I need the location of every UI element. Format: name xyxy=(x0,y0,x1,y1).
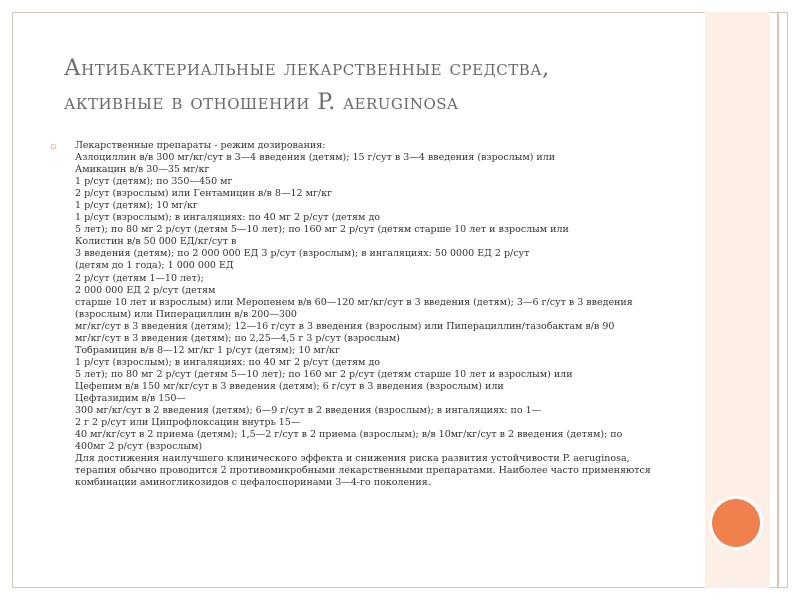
body-line: 2 г 2 р/сут или Ципрофлоксацин внутрь 15— xyxy=(75,417,301,429)
body-line: Амикацин в/в 30—35 мг/кг xyxy=(75,164,210,176)
body-line: 1 р/сут (взрослым); в ингаляциях: по 40 мг 2 р/сут (детям до xyxy=(75,212,381,224)
body-line: терапия обычно проводится 2 противомикробными лекарственными препаратами. Наиболее часто применяются xyxy=(75,465,651,477)
body-line: 300 мг/кг/сут в 2 введения (детям); 6—9 г/сут в 2 введения (взрослым); в ингаляциях: по 1— xyxy=(75,405,542,417)
body-line: 1 р/сут (детям); по 350—450 мг xyxy=(75,176,233,188)
body-line: 40 мг/кг/сут в 2 приема (детям); 1,5—2 г/сут в 2 приема (взрослым); в/в 10мг/кг/сут в 2 введения (детям); по xyxy=(75,429,623,441)
body-line: 5 лет); по 80 мг 2 р/сут (детям 5—10 лет); по 160 мг 2 р/сут (детям старше 10 лет и взрослым или xyxy=(75,224,569,236)
body-line: Тобрамицин в/в 8—12 мг/кг 1 р/сут (детям); 10 мг/кг xyxy=(75,344,340,356)
body-line: Цефепим в/в 150 мг/кг/сут в 3 введения (детям); 6 г/сут в 3 введения (взрослым) или xyxy=(75,380,504,392)
decorative-circle xyxy=(712,499,760,547)
body-line: 2 р/сут (детям 1—10 лет); xyxy=(75,272,204,284)
body-line: Азлоциллин в/в 300 мг/кг/сут в 3—4 введения (детям); 15 г/сут в 3—4 введения (взрослым) или xyxy=(75,152,556,164)
body-line: 1 р/сут (детям); 10 мг/кг xyxy=(75,200,198,212)
bullet-icon: ▫ xyxy=(50,142,57,152)
slide-body-text xyxy=(75,140,695,489)
body-line: Колистин в/в 50 000 ЕД/кг/сут в xyxy=(75,236,237,248)
body-line: Цефтазидим в/в 150— xyxy=(75,392,186,404)
slide-title xyxy=(64,52,694,120)
body-line: 1 р/сут (взрослым); в ингаляциях: по 40 мг 2 р/сут (детям до xyxy=(75,356,381,368)
body-line: 2 р/сут (взрослым) или Гентамицин в/в 8—12 мг/кг xyxy=(75,188,333,200)
body-line: мг/кг/сут в 3 введения (детям); по 2,25—4,5 г 3 р/сут (взрослым) xyxy=(75,332,400,344)
body-line: 400мг 2 р/сут (взрослым) xyxy=(75,441,203,453)
decorative-side-line xyxy=(777,12,779,588)
body-line: комбинации аминогликозидов с цефалоспоринами 3—4-го поколения. xyxy=(75,477,431,489)
title-line-1: Антибактериальные лекарственные средства, xyxy=(64,56,550,81)
body-line: (детям до 1 года); 1 000 000 ЕД xyxy=(75,260,234,272)
body-line: 2 000 000 ЕД 2 р/сут (детям xyxy=(75,284,216,296)
title-line-2: активные в отношении P. aeruginosa xyxy=(64,90,459,115)
body-line: 3 введения (детям); по 2 000 000 ЕД 3 р/сут (взрослым); в ингаляциях: 50 0000 ЕД 2 р/сут xyxy=(75,248,530,260)
body-line: Для достижения наилучшего клинического эффекта и снижения риска развития устойчивости P. aeruginosa, xyxy=(75,453,630,465)
body-line: старше 10 лет и взрослым) или Меропенем в/в 60—120 мг/кг/сут в 3 введения (детям); 3—6 г/сут в 3 введения xyxy=(75,296,633,308)
body-line: Лекарственные препараты - режим дозирования: xyxy=(75,140,326,151)
body-line: 5 лет); по 80 мг 2 р/сут (детям 5—10 лет); по 160 мг 2 р/сут (детям старше 10 лет и взрослым) или xyxy=(75,368,573,380)
body-line: мг/кг/сут в 3 введения (детям); 12—16 г/сут в 3 введения (взрослым) или Пиперациллин/тазобактам в/в 90 xyxy=(75,320,615,332)
body-line: (взрослым) или Пиперациллин в/в 200—300 xyxy=(75,308,297,320)
